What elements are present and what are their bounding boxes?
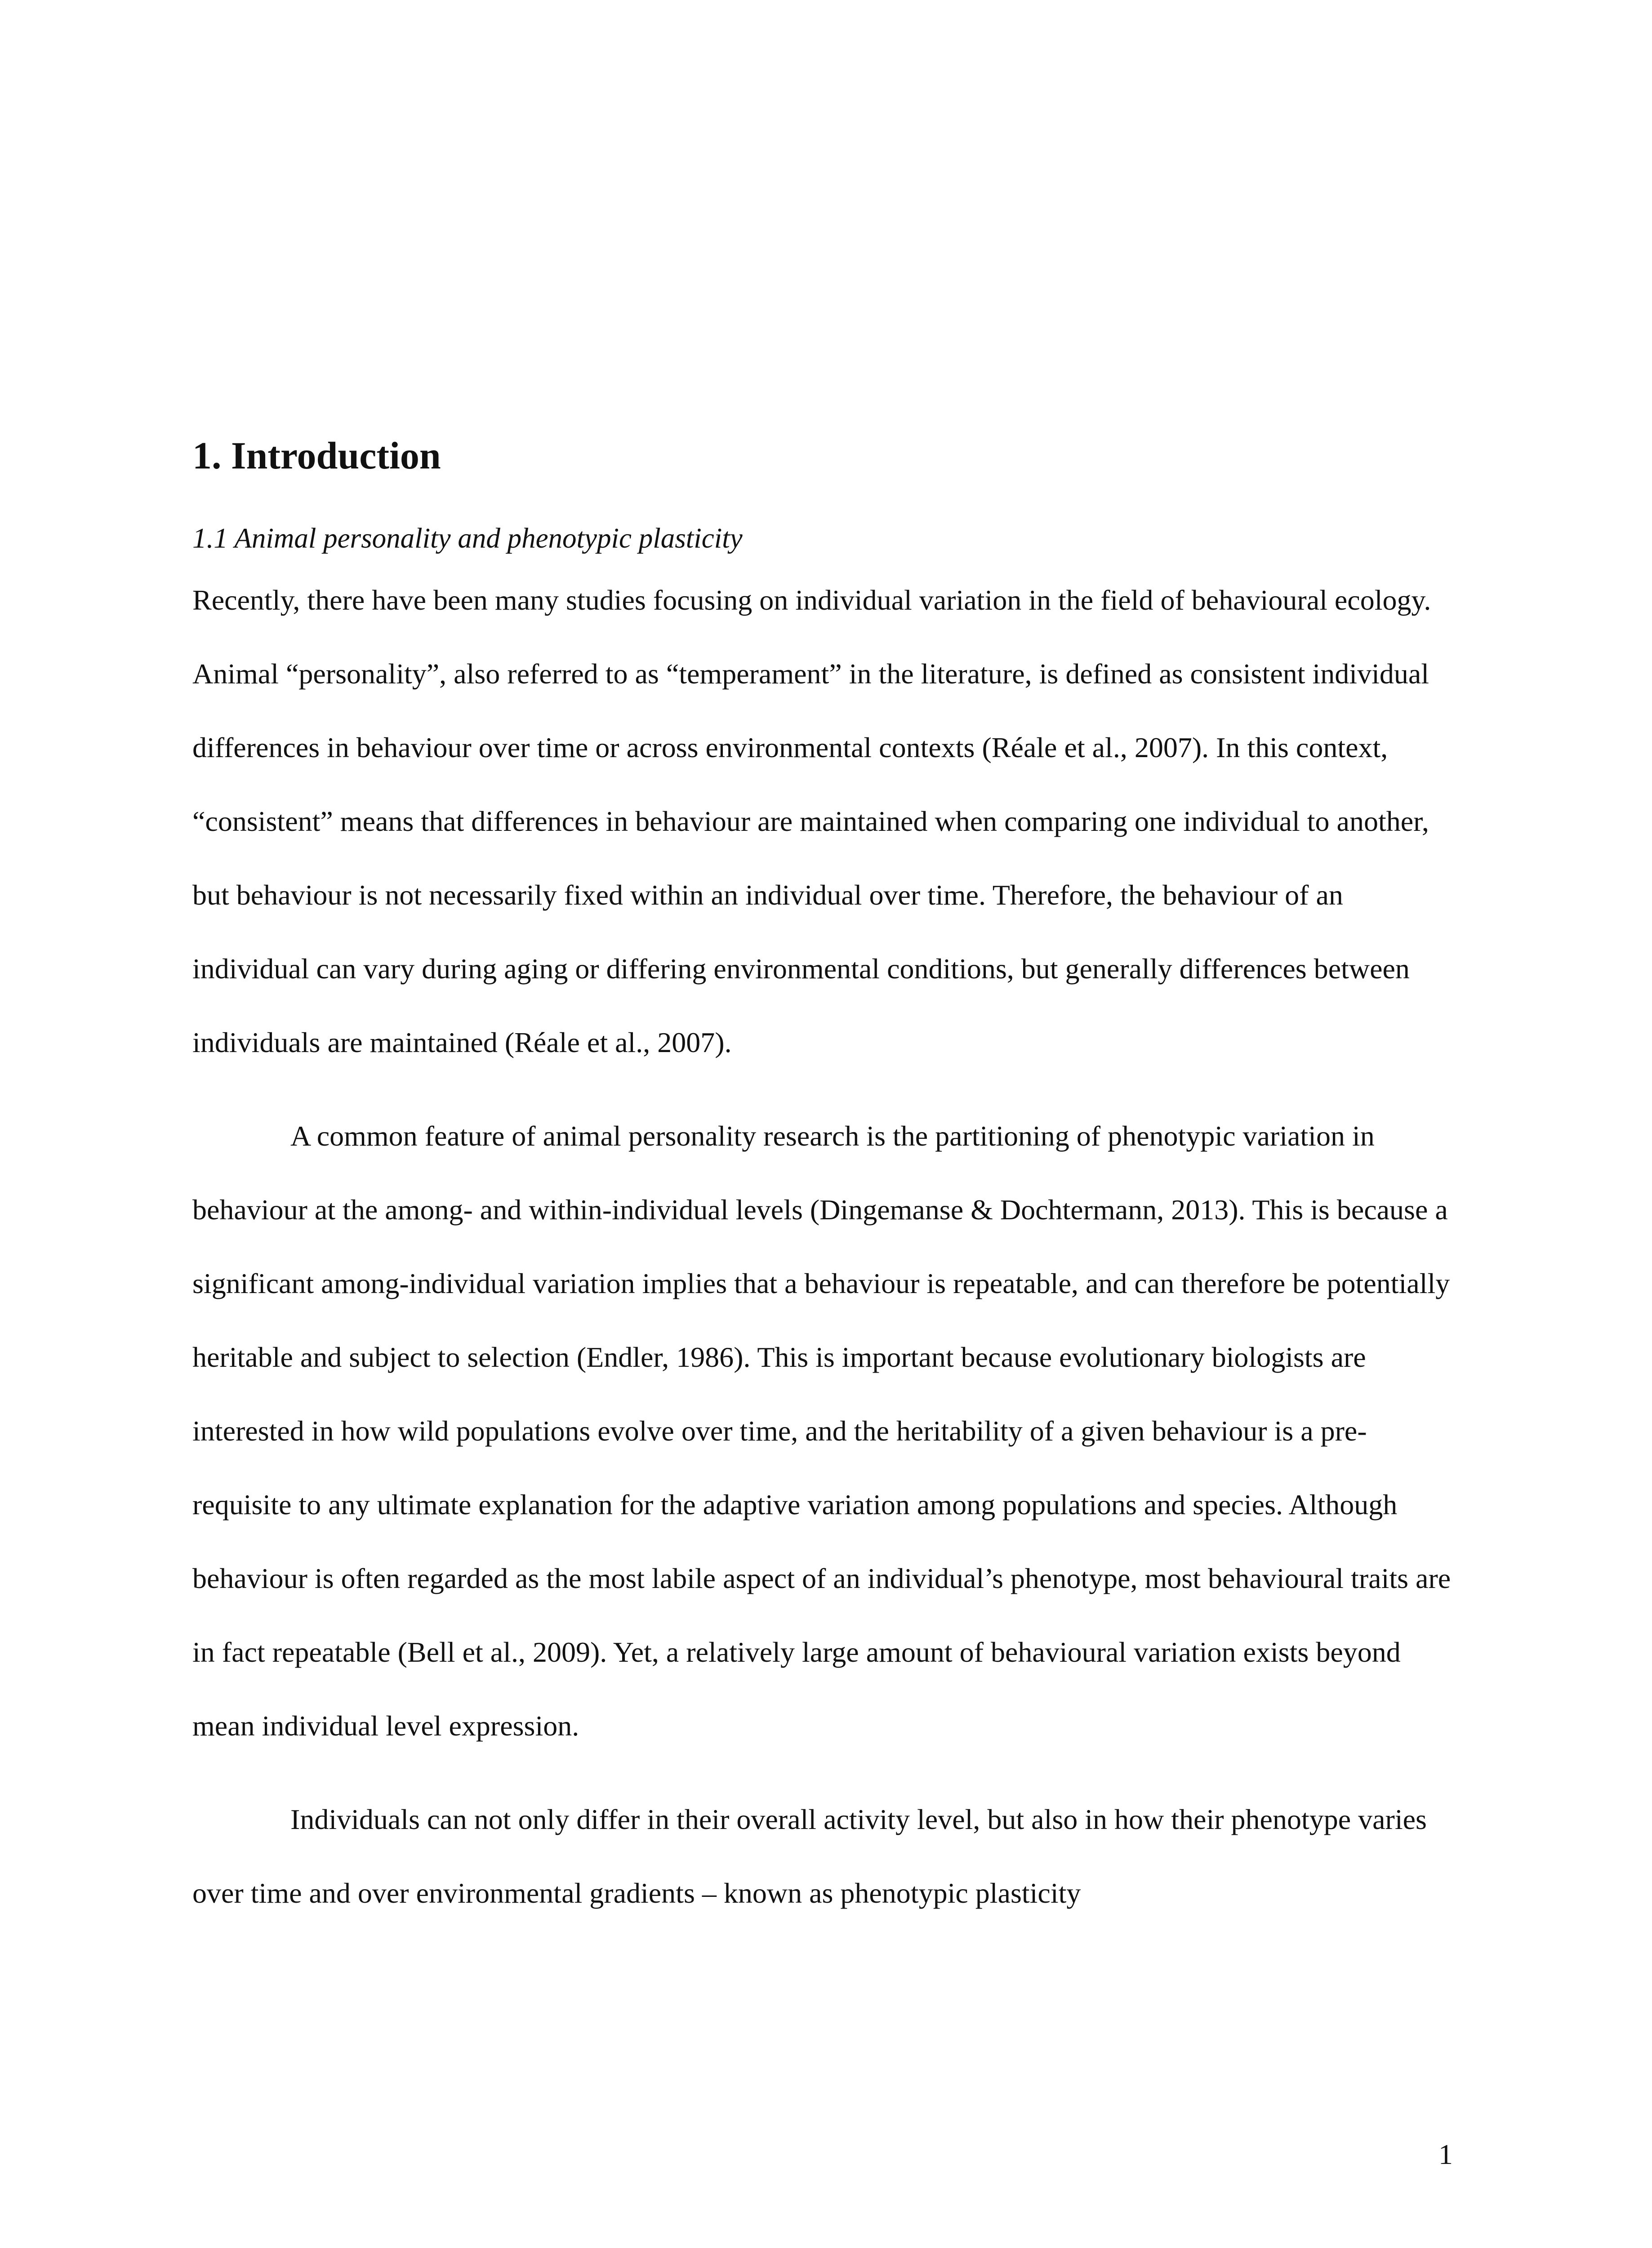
paragraph-3: Individuals can not only differ in their overall activity level, but also in how their phenotype varies over time and over environmental gradients – known as phenotypic plasticity: [192, 1803, 1427, 1909]
chapter-heading: 1. Introduction: [192, 434, 441, 477]
page-number: 1: [1438, 2138, 1453, 2170]
page-content: [192, 436, 1451, 1930]
section-heading: 1.1 Animal personality and phenotypic plasticity: [192, 522, 743, 554]
paragraph-1: Recently, there have been many studies focusing on individual variation in the field of behavioural ecology. Animal “personality”, also referred to as “temperament” in the literature, is defined as consistent individual differences in behaviour over time or across environmental contexts (Réale et al., 2007). In this context, “consistent” means that differences in behaviour are maintained when comparing one individual to another, but behaviour is not necessarily fixed within an individual over time. Therefore, the behaviour of an individual can vary during aging or differing environmental conditions, but generally differences between individuals are maintained (Réale et al., 2007).: [192, 584, 1431, 1058]
paragraph-2: A common feature of animal personality research is the partitioning of phenotypic variation in behaviour at the among- and within-individual levels (Dingemanse & Dochtermann, 2013). This is because a significant among-individual variation implies that a behaviour is repeatable, and can therefore be potentially heritable and subject to selection (Endler, 1986). This is important because evolutionary biologists are interested in how wild populations evolve over time, and the heritability of a given behaviour is a pre-requisite to any ultimate explanation for the adaptive variation among populations and species. Although behaviour is often regarded as the most labile aspect of an individual’s phenotype, most behavioural traits are in fact repeatable (Bell et al., 2009). Yet, a relatively large amount of behavioural variation exists beyond mean individual level expression.: [192, 1120, 1451, 1742]
